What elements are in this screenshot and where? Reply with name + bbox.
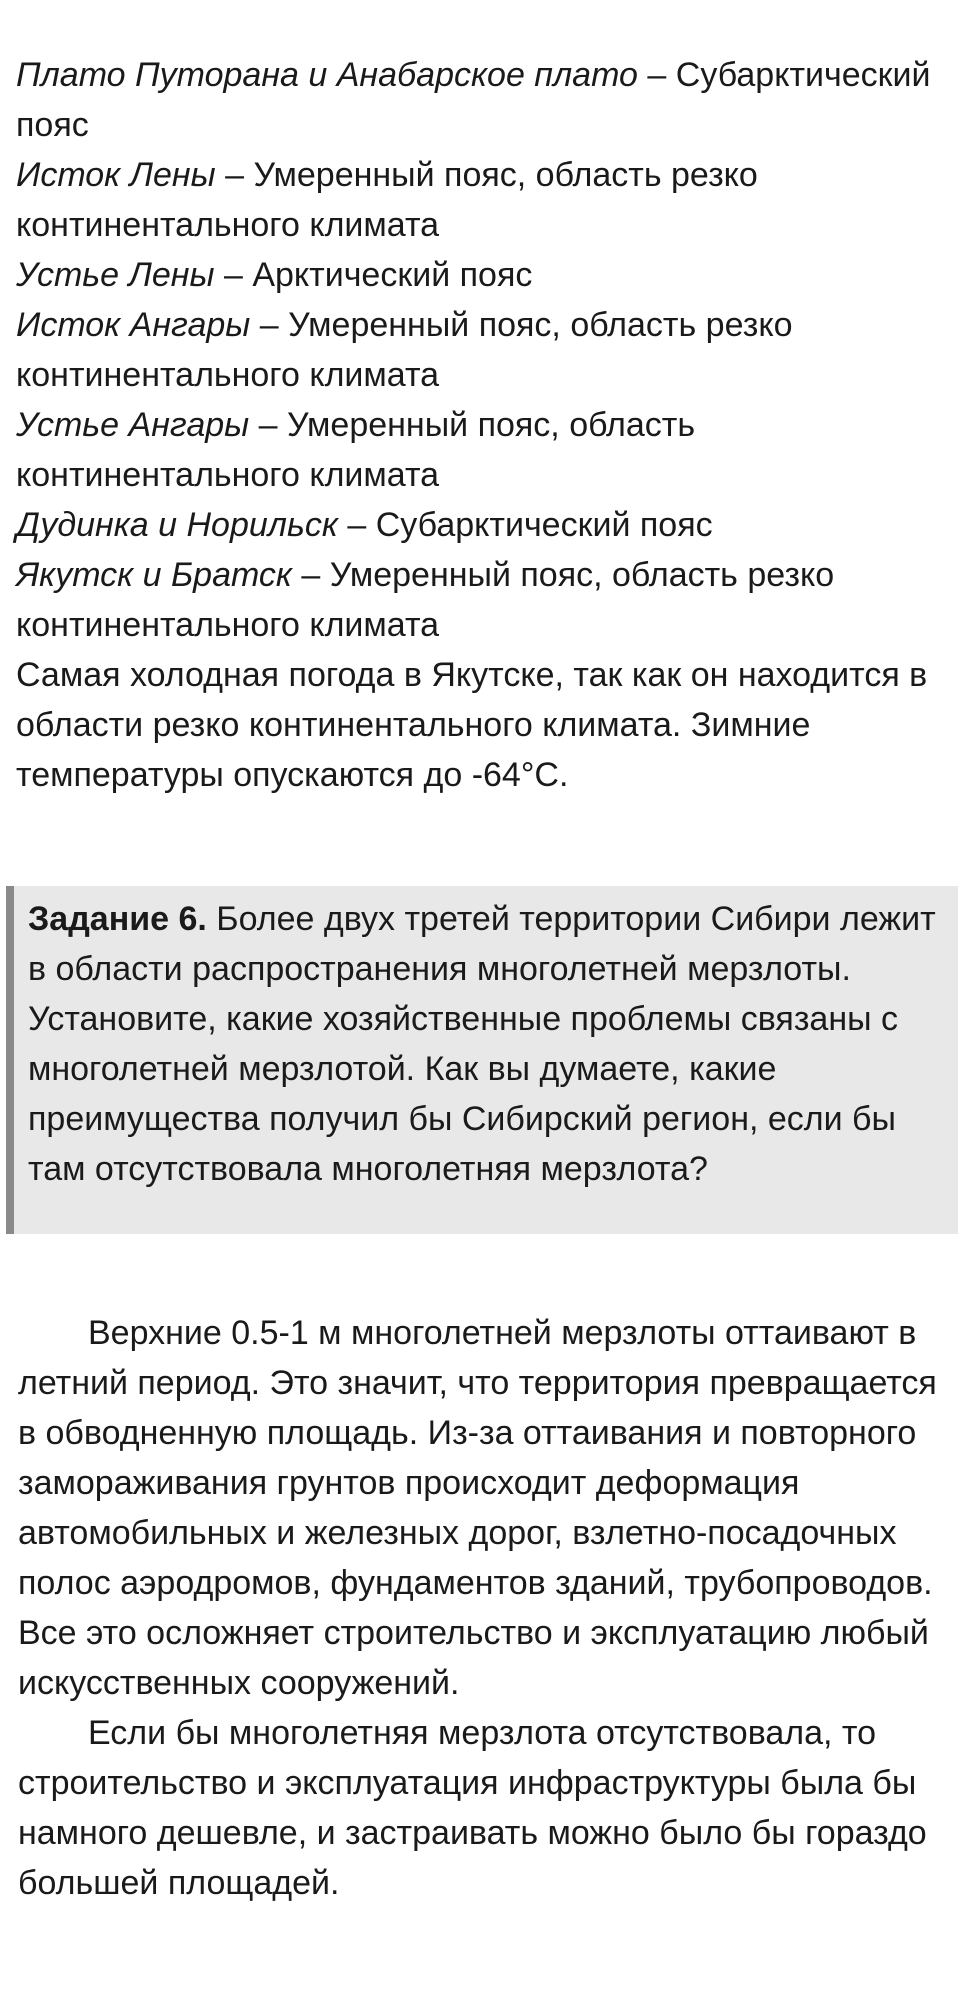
answer-separator: – <box>214 256 253 294</box>
answer-line <box>16 400 946 500</box>
answer-place: Исток Лены <box>16 156 216 194</box>
answer-line <box>16 50 946 150</box>
answer-separator: – <box>337 506 376 544</box>
answer-separator: – <box>637 56 676 94</box>
task-box <box>6 886 958 1234</box>
answer-place: Дудинка и Норильск <box>16 506 338 544</box>
answer-description: Субарктический пояс <box>375 506 713 544</box>
task-label: Задание 6. <box>28 900 207 938</box>
answer-place: Устье Ангары <box>16 406 250 444</box>
task-text <box>28 894 944 1194</box>
answer-description: Умеренный пояс, область резко континентального климата <box>16 556 835 644</box>
task-question: Более двух третей территории Сибири лежит в области распространения многолетней мерзлоты. Установите, какие хозяйственные проблемы связаны с многолетней мерзлотой. Как вы думаете, какие преимущества получил бы Сибирский регион, если бы там отсутствовала многолетняя мерзлота? <box>28 900 936 1188</box>
answer-description: Умеренный пояс, область резко континентального климата <box>16 156 758 244</box>
answer-description: Арктический пояс <box>252 256 533 294</box>
answers-block <box>16 50 946 800</box>
answer-separator: – <box>250 306 289 344</box>
solution-paragraph-2: Если бы многолетняя мерзлота отсутствовала, то строительство и эксплуатация инфраструктуры была бы намного дешевле, и застраивать можно было бы гораздо большей площадей. <box>18 1714 927 1902</box>
solution-block <box>18 1308 953 1908</box>
answer-description: Умеренный пояс, область резко континентального климата <box>16 306 793 394</box>
answer-separator: – <box>215 156 254 194</box>
conclusion-text: Самая холодная погода в Якутске, так как он находится в области резко континентального климата. Зимние температуры опускаются до -64°C. <box>16 656 928 794</box>
answer-separator: – <box>291 556 330 594</box>
answer-line <box>16 250 946 300</box>
answer-place: Устье Лены <box>16 256 215 294</box>
answer-separator: – <box>249 406 287 444</box>
answer-line <box>16 300 946 400</box>
answer-place: Якутск и Братск <box>16 556 292 594</box>
answer-line <box>16 150 946 250</box>
answer-line <box>16 500 946 550</box>
answer-description: Субарктический пояс <box>16 56 931 144</box>
answer-description: Умеренный пояс, область континентального климата <box>16 406 696 494</box>
answer-line <box>16 550 946 650</box>
answer-place: Исток Ангары <box>16 306 251 344</box>
answer-place: Плато Путорана и Анабарское плато <box>16 56 638 94</box>
solution-paragraph-1: Верхние 0.5-1 м многолетней мерзлоты оттаивают в летний период. Это значит, что территория превращается в обводненную площадь. Из-за оттаивания и повторного замораживания грунтов происходит деформация автомобильных и железных дорог, взлетно-посадочных полос аэродромов, фундаментов зданий, трубопроводов. Все это осложняет строительство и эксплуатацию любый искусственных сооружений. <box>18 1314 937 1702</box>
